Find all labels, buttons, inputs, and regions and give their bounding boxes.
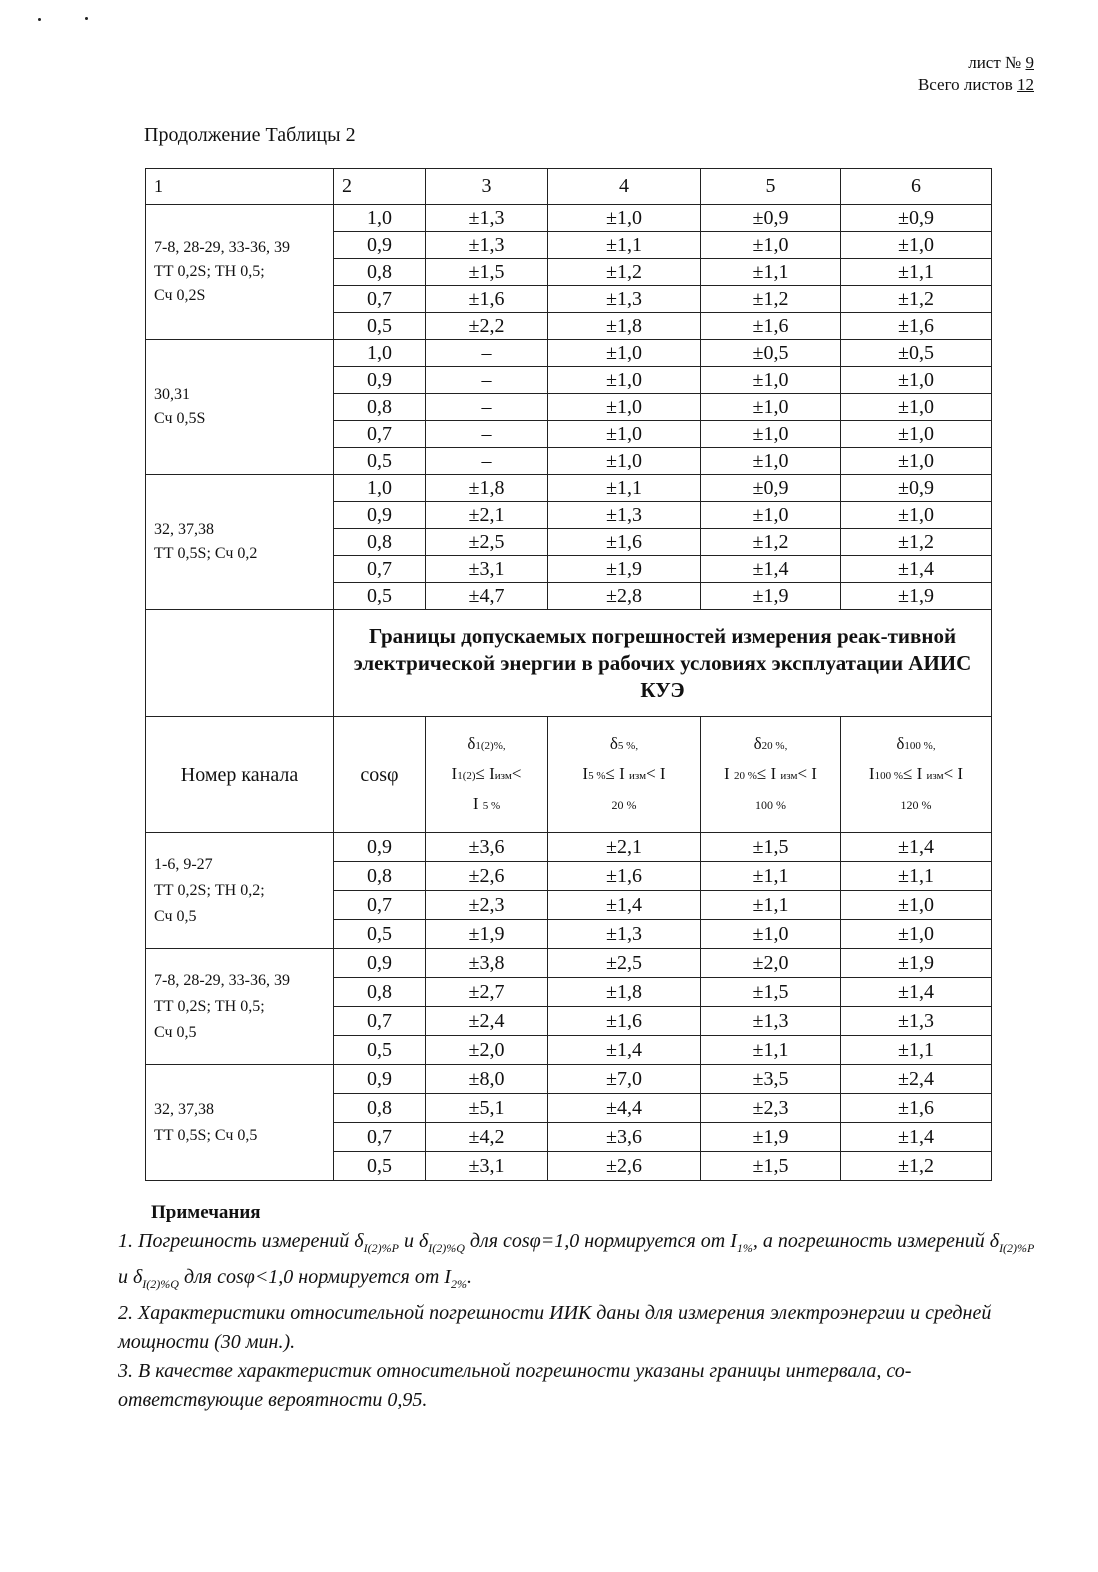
- error-value-cell: ±2,0: [701, 949, 841, 978]
- error-value-cell: –: [426, 340, 548, 367]
- error-value-cell: ±1,0: [548, 421, 701, 448]
- error-value-cell: ±1,3: [426, 232, 548, 259]
- error-value-cell: ±1,0: [841, 232, 992, 259]
- total-sheets: 12: [1017, 75, 1034, 94]
- cos-phi-cell: 0,9: [334, 949, 426, 978]
- error-value-cell: ±1,4: [701, 556, 841, 583]
- error-value-cell: ±1,0: [548, 367, 701, 394]
- error-value-cell: ±2,5: [548, 949, 701, 978]
- error-value-cell: ±1,3: [426, 205, 548, 232]
- channel-group-cell: [146, 475, 334, 610]
- error-value-cell: ±1,1: [701, 862, 841, 891]
- channel-line: 30,31: [154, 386, 190, 403]
- error-value-cell: ±1,6: [548, 1007, 701, 1036]
- error-value-cell: ±3,8: [426, 949, 548, 978]
- table-caption: Продолжение Таблицы 2: [144, 124, 356, 146]
- error-value-cell: ±2,8: [548, 583, 701, 610]
- table-row: [146, 833, 992, 862]
- error-value-cell: ±3,1: [426, 556, 548, 583]
- table-row: [146, 475, 992, 502]
- error-value-cell: ±2,1: [426, 502, 548, 529]
- error-value-cell: ±2,0: [426, 1036, 548, 1065]
- table-row: [146, 1065, 992, 1094]
- error-limits-table: [145, 168, 992, 1181]
- error-value-cell: ±1,0: [841, 891, 992, 920]
- channel-line: ТТ 0,2S; ТН 0,5;: [154, 263, 265, 280]
- table-row: [146, 205, 992, 232]
- column-number-cell: 2: [334, 169, 426, 205]
- error-value-cell: ±1,0: [841, 367, 992, 394]
- error-value-cell: ±1,0: [841, 502, 992, 529]
- error-value-cell: ±1,3: [548, 502, 701, 529]
- error-value-cell: ±1,8: [426, 475, 548, 502]
- current-range: I100 %≤ I изм< I 120 %: [868, 764, 964, 812]
- error-value-cell: ±1,6: [426, 286, 548, 313]
- error-value-cell: ±1,9: [701, 583, 841, 610]
- cos-phi-cell: 0,9: [334, 833, 426, 862]
- error-value-cell: ±1,2: [701, 529, 841, 556]
- error-value-cell: ±1,0: [701, 367, 841, 394]
- error-value-cell: ±0,9: [701, 475, 841, 502]
- error-value-cell: ±1,3: [841, 1007, 992, 1036]
- current-range: I5 %≤ I изм< I 20 %: [582, 764, 666, 812]
- error-value-cell: ±4,4: [548, 1094, 701, 1123]
- column-number-cell: 3: [426, 169, 548, 205]
- channel-group-cell: [146, 1065, 334, 1181]
- error-value-cell: ±2,4: [426, 1007, 548, 1036]
- page-info: [918, 52, 1034, 96]
- sheet-number: 9: [1025, 53, 1034, 72]
- error-value-cell: ±2,2: [426, 313, 548, 340]
- error-value-cell: ±1,4: [841, 1123, 992, 1152]
- note-2: 2. Характеристики относительной погрешности ИИК даны для измерения электроэнергии и средней мощности (30 мин.).: [118, 1302, 992, 1353]
- error-value-cell: ±1,5: [701, 978, 841, 1007]
- error-value-cell: –: [426, 421, 548, 448]
- channel-line: Сч 0,5: [154, 1023, 197, 1041]
- cos-phi-cell: 0,9: [334, 1065, 426, 1094]
- error-value-cell: ±5,1: [426, 1094, 548, 1123]
- error-value-cell: ±2,4: [841, 1065, 992, 1094]
- error-value-cell: ±1,3: [701, 1007, 841, 1036]
- cos-phi-cell: 0,5: [334, 1152, 426, 1181]
- error-value-cell: ±1,5: [426, 259, 548, 286]
- cos-phi-cell: 0,7: [334, 421, 426, 448]
- channel-header: Номер канала: [146, 717, 334, 833]
- reactive-section-title: Границы допускаемых погрешностей измерения реак-тивной электрической энергии в рабочих условиях эксплуатации АИИС КУЭ: [334, 610, 992, 717]
- error-value-cell: ±1,2: [841, 286, 992, 313]
- error-value-cell: –: [426, 394, 548, 421]
- error-value-cell: ±0,9: [841, 205, 992, 232]
- reactive-section-row: [146, 610, 992, 717]
- total-sheets-line: Всего листов 12: [917, 75, 1034, 94]
- table-body: [146, 169, 992, 1181]
- channel-line: Сч 0,5: [154, 907, 197, 925]
- scan-speck: [85, 17, 88, 20]
- cos-phi-cell: 0,9: [334, 367, 426, 394]
- error-value-cell: ±1,1: [701, 259, 841, 286]
- error-value-cell: ±0,9: [701, 205, 841, 232]
- cos-phi-cell: 0,7: [334, 556, 426, 583]
- cos-phi-cell: 0,8: [334, 862, 426, 891]
- error-value-cell: ±1,1: [548, 475, 701, 502]
- error-value-cell: ±1,2: [841, 529, 992, 556]
- error-value-cell: ±1,6: [841, 313, 992, 340]
- error-value-cell: ±8,0: [426, 1065, 548, 1094]
- error-value-cell: ±1,4: [841, 978, 992, 1007]
- column-number-cell: 6: [841, 169, 992, 205]
- channel-line: ТТ 0,5S; Сч 0,2: [154, 545, 258, 562]
- error-value-cell: ±1,6: [548, 529, 701, 556]
- channel-line: 1-6, 9-27: [154, 855, 213, 873]
- notes: [118, 1198, 1048, 1415]
- error-value-cell: ±0,5: [701, 340, 841, 367]
- cos-phi-cell: 0,5: [334, 448, 426, 475]
- cos-phi-cell: 1,0: [334, 475, 426, 502]
- channel-line: Сч 0,2S: [154, 287, 206, 304]
- error-value-cell: ±7,0: [548, 1065, 701, 1094]
- error-value-cell: ±1,1: [841, 1036, 992, 1065]
- cos-phi-cell: 0,8: [334, 1094, 426, 1123]
- scan-speck: [38, 18, 41, 21]
- error-value-cell: ±1,0: [548, 205, 701, 232]
- channel-line: Сч 0,5S: [154, 410, 206, 427]
- error-value-cell: ±1,0: [701, 448, 841, 475]
- channel-line: ТТ 0,5S; Сч 0,5: [154, 1126, 258, 1144]
- delta-column-header: [548, 717, 701, 833]
- error-value-cell: ±2,5: [426, 529, 548, 556]
- cos-phi-header: cosφ: [334, 717, 426, 833]
- error-value-cell: ±1,8: [548, 978, 701, 1007]
- notes-title: Примечания: [151, 1202, 261, 1223]
- error-value-cell: ±3,1: [426, 1152, 548, 1181]
- delta-label: δ20 %,: [753, 734, 788, 753]
- cos-phi-cell: 0,5: [334, 583, 426, 610]
- cos-phi-cell: 0,7: [334, 1123, 426, 1152]
- error-value-cell: ±1,0: [548, 394, 701, 421]
- cos-phi-cell: 0,7: [334, 286, 426, 313]
- column-number-cell: 1: [146, 169, 334, 205]
- error-value-cell: ±4,7: [426, 583, 548, 610]
- delta-label: δ100 %,: [896, 734, 936, 753]
- error-value-cell: ±1,4: [548, 1036, 701, 1065]
- error-value-cell: ±1,0: [841, 920, 992, 949]
- column-number-cell: 4: [548, 169, 701, 205]
- table-row: [146, 340, 992, 367]
- error-value-cell: ±1,1: [701, 1036, 841, 1065]
- error-value-cell: ±1,0: [841, 394, 992, 421]
- error-value-cell: ±0,9: [841, 475, 992, 502]
- current-range: I1(2)≤ Iизм< I 5 %: [451, 763, 522, 813]
- error-value-cell: ±2,6: [548, 1152, 701, 1181]
- error-value-cell: ±1,0: [548, 448, 701, 475]
- error-value-cell: ±2,3: [426, 891, 548, 920]
- error-value-cell: ±4,2: [426, 1123, 548, 1152]
- channel-group-cell: [146, 205, 334, 340]
- error-value-cell: ±1,9: [841, 583, 992, 610]
- error-value-cell: ±1,9: [548, 556, 701, 583]
- delta-column-header: [426, 717, 548, 833]
- cos-phi-cell: 0,8: [334, 978, 426, 1007]
- error-value-cell: ±1,1: [841, 862, 992, 891]
- error-value-cell: ±1,8: [548, 313, 701, 340]
- cos-phi-cell: 0,9: [334, 502, 426, 529]
- channel-line: 32, 37,38: [154, 1100, 214, 1118]
- cos-phi-cell: 0,5: [334, 1036, 426, 1065]
- cos-phi-cell: 1,0: [334, 340, 426, 367]
- cos-phi-cell: 0,8: [334, 394, 426, 421]
- channel-line: 7-8, 28-29, 33-36, 39: [154, 239, 290, 256]
- channel-line: ТТ 0,2S; ТН 0,5;: [154, 997, 265, 1015]
- error-value-cell: ±2,7: [426, 978, 548, 1007]
- error-value-cell: ±1,4: [548, 891, 701, 920]
- error-value-cell: ±1,3: [548, 920, 701, 949]
- error-value-cell: ±3,5: [701, 1065, 841, 1094]
- cos-phi-cell: 0,5: [334, 313, 426, 340]
- error-value-cell: ±1,2: [841, 1152, 992, 1181]
- cos-phi-cell: 0,9: [334, 232, 426, 259]
- error-value-cell: ±1,9: [841, 949, 992, 978]
- error-value-cell: ±1,0: [841, 421, 992, 448]
- error-value-cell: –: [426, 367, 548, 394]
- error-value-cell: ±3,6: [548, 1123, 701, 1152]
- delta-label: δ1(2)%,: [467, 733, 506, 753]
- cos-phi-cell: 0,8: [334, 259, 426, 286]
- error-value-cell: ±1,1: [548, 232, 701, 259]
- error-value-cell: ±3,6: [426, 833, 548, 862]
- table-row: [146, 949, 992, 978]
- error-value-cell: ±1,5: [701, 1152, 841, 1181]
- error-value-cell: –: [426, 448, 548, 475]
- delta-column-header: [841, 717, 992, 833]
- error-value-cell: ±1,0: [701, 421, 841, 448]
- error-value-cell: ±2,6: [426, 862, 548, 891]
- error-value-cell: ±1,3: [548, 286, 701, 313]
- error-value-cell: ±1,2: [548, 259, 701, 286]
- error-value-cell: ±1,0: [701, 920, 841, 949]
- cos-phi-cell: 0,7: [334, 1007, 426, 1036]
- channel-group-cell: [146, 833, 334, 949]
- column-number-cell: 5: [701, 169, 841, 205]
- error-value-cell: ±1,0: [548, 340, 701, 367]
- channel-line: 32, 37,38: [154, 521, 214, 538]
- cos-phi-cell: 0,5: [334, 920, 426, 949]
- error-value-cell: ±1,0: [701, 394, 841, 421]
- error-value-cell: ±1,5: [701, 833, 841, 862]
- error-value-cell: ±0,5: [841, 340, 992, 367]
- error-value-cell: ±1,6: [548, 862, 701, 891]
- cos-phi-cell: 0,8: [334, 529, 426, 556]
- error-value-cell: ±1,6: [701, 313, 841, 340]
- error-value-cell: ±1,1: [701, 891, 841, 920]
- sheet-number-line: лист № 9: [968, 53, 1034, 72]
- column-number-row: [146, 169, 992, 205]
- cos-phi-cell: 1,0: [334, 205, 426, 232]
- channel-group-cell: [146, 949, 334, 1065]
- error-value-cell: ±1,1: [841, 259, 992, 286]
- error-value-cell: ±1,0: [701, 502, 841, 529]
- empty-cell: [146, 610, 334, 717]
- delta-column-header: [701, 717, 841, 833]
- error-value-cell: ±1,6: [841, 1094, 992, 1123]
- channel-group-cell: [146, 340, 334, 475]
- error-value-cell: ±1,9: [701, 1123, 841, 1152]
- error-value-cell: ±2,3: [701, 1094, 841, 1123]
- cos-phi-cell: 0,7: [334, 891, 426, 920]
- note-3: 3. В качестве характеристик относительной погрешности указаны границы интервала, со-ответствующие вероятности 0,95.: [118, 1360, 912, 1411]
- error-value-cell: ±1,9: [426, 920, 548, 949]
- channel-line: ТТ 0,2S; ТН 0,2;: [154, 881, 265, 899]
- error-value-cell: ±1,2: [701, 286, 841, 313]
- error-value-cell: ±1,4: [841, 556, 992, 583]
- reactive-header-row: [146, 717, 992, 833]
- delta-label: δ5 %,: [609, 734, 639, 753]
- error-value-cell: ±1,4: [841, 833, 992, 862]
- current-range: I 20 %≤ I изм< I 100 %: [724, 764, 817, 812]
- note-1: 1. Погрешность измерений $\delta_{I(2)\%P}$ и $\delta_{I(2)\%Q}$ для cosφ=1,0 нормируется от $I_{1\%}$, а погрешность измерений $\delta_{I(2)\%P}$ и $\delta_{I(2)\%Q}$ для cosφ<1,0 нормируется от $I_{2\%}$.: [118, 1230, 1035, 1291]
- error-value-cell: ±2,1: [548, 833, 701, 862]
- error-value-cell: ±1,0: [701, 232, 841, 259]
- channel-line: 7-8, 28-29, 33-36, 39: [154, 971, 290, 989]
- error-value-cell: ±1,0: [841, 448, 992, 475]
